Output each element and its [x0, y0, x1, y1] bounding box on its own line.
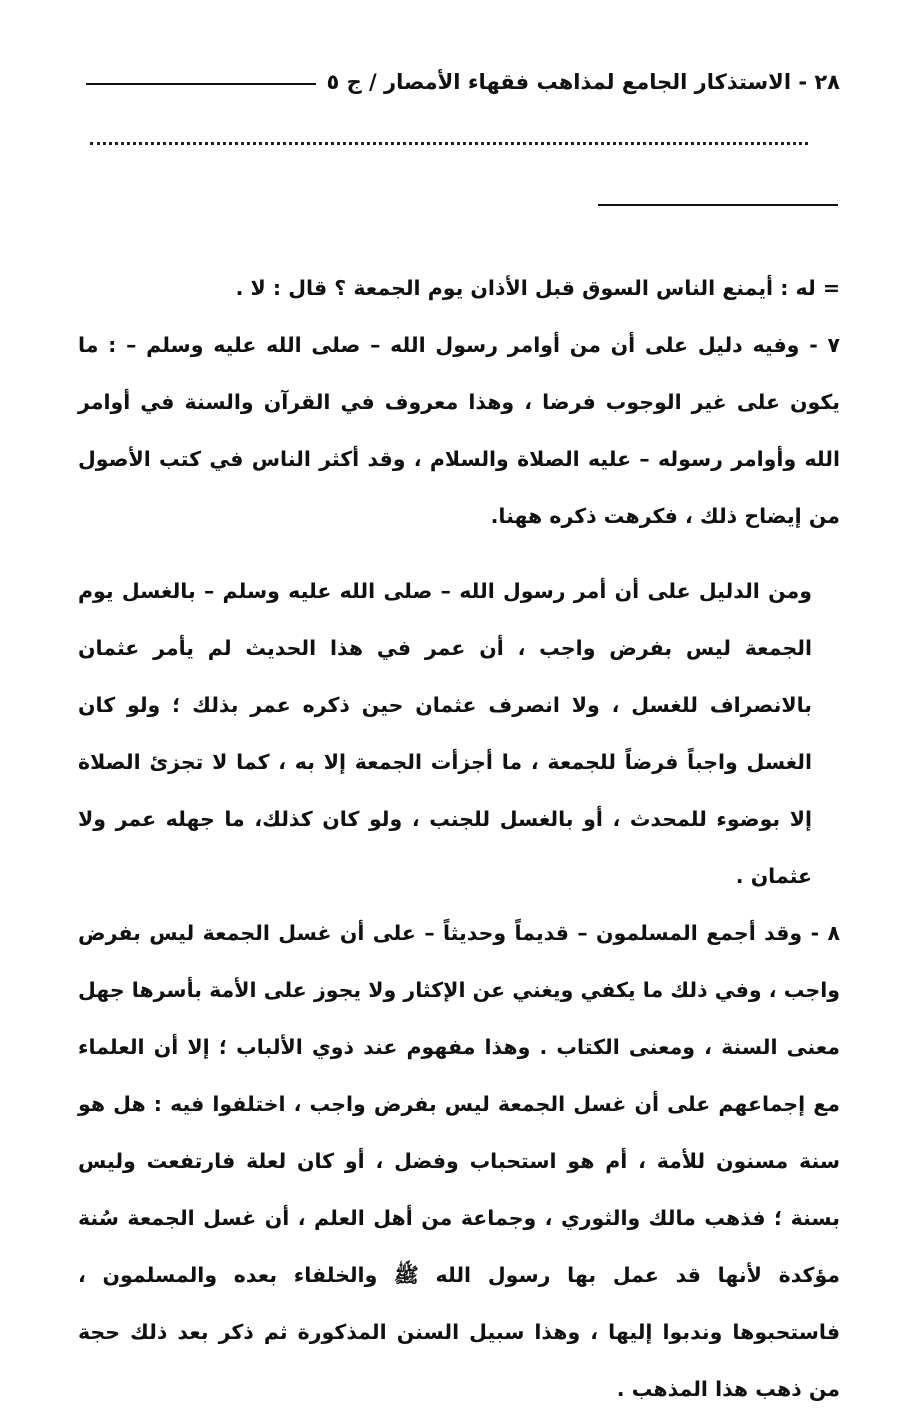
- page-number: ٢٨: [814, 70, 840, 94]
- header-rule: [86, 83, 316, 85]
- footnote-rule: [598, 204, 838, 206]
- page-header: [86, 62, 840, 102]
- paragraph-text: وقد أجمع المسلمون – قديماً وحديثاً – على أن غسل الجمعة ليس بفرض واجب ، وفي ذلك ما يكفي ويغني عن الإكثار ولا يجوز على الأمة بأسرها جهل معنى السنة ، ومعنى الكتاب . وهذا مفهوم عند ذوي الألباب ؛ إلا أن العلماء مع إجماعهم على أن غسل الجمعة ليس بفرض واجب ، اختلفوا فيه : هل هو سنة مسنون للأمة ، أم هو استحباب وفضل ، أو كان لعلة فارتفعت وليس بسنة ؛ فذهب مالك والثوري ، وجماعة من أهل العلم ، أن غسل الجمعة سُنة مؤكدة لأنها قد عمل بها رسول الله ﷺ والخلفاء بعده والمسلمون ، فاستحبوها وندبوا إليها ، وهذا سبيل السنن المذكورة ثم ذكر بعد ذلك حجة من ذهب هذا المذهب .: [78, 921, 840, 1401]
- main-text: [78, 260, 840, 1418]
- paragraph-text: = له : أيمنع الناس السوق قبل الأذان يوم الجمعة ؟ قال : لا .: [235, 276, 840, 300]
- paragraph-8: [78, 905, 840, 1418]
- paragraph-text: ومن الدليل على أن أمر رسول الله – صلى الله عليه وسلم – بالغسل يوم الجمعة ليس بفرض واجب ، أن عمر في هذا الحديث لم يأمر عثمان بالانصراف للغسل ، ولا انصرف عثمان حين ذكره عمر بذلك ؛ ولو كان الغسل واجباً فرضاً للجمعة ، ما أجزأت الجمعة إلا به ، كما لا تجزئ الصلاة إلا بوضوء للمحدث ، أو بالغسل للجنب ، ولو كان كذلك، ما جهله عمر ولا عثمان .: [78, 579, 812, 888]
- book-title: - الاستذكار الجامع لمذاهب فقهاء الأمصار / ج ٥: [326, 70, 808, 94]
- dotted-separator: [90, 140, 808, 145]
- paragraph-7: [78, 317, 840, 545]
- paragraph-continuation: [78, 260, 840, 317]
- paragraph-number: ٨ -: [810, 921, 840, 945]
- running-head: [316, 70, 840, 94]
- paragraph-text: وفيه دليل على أن من أوامر رسول الله – صلى الله عليه وسلم – : ما يكون على غير الوجوب فرضا ، وهذا معروف في القرآن والسنة في أوامر الله وأوامر رسوله – عليه الصلاة والسلام ، وقد أكثر الناس في كتب الأصول من إيضاح ذلك ، فكرهت ذكره ههنا.: [78, 333, 840, 528]
- paragraph-number: ٧ -: [809, 333, 840, 357]
- paragraph-evidence: [78, 563, 840, 905]
